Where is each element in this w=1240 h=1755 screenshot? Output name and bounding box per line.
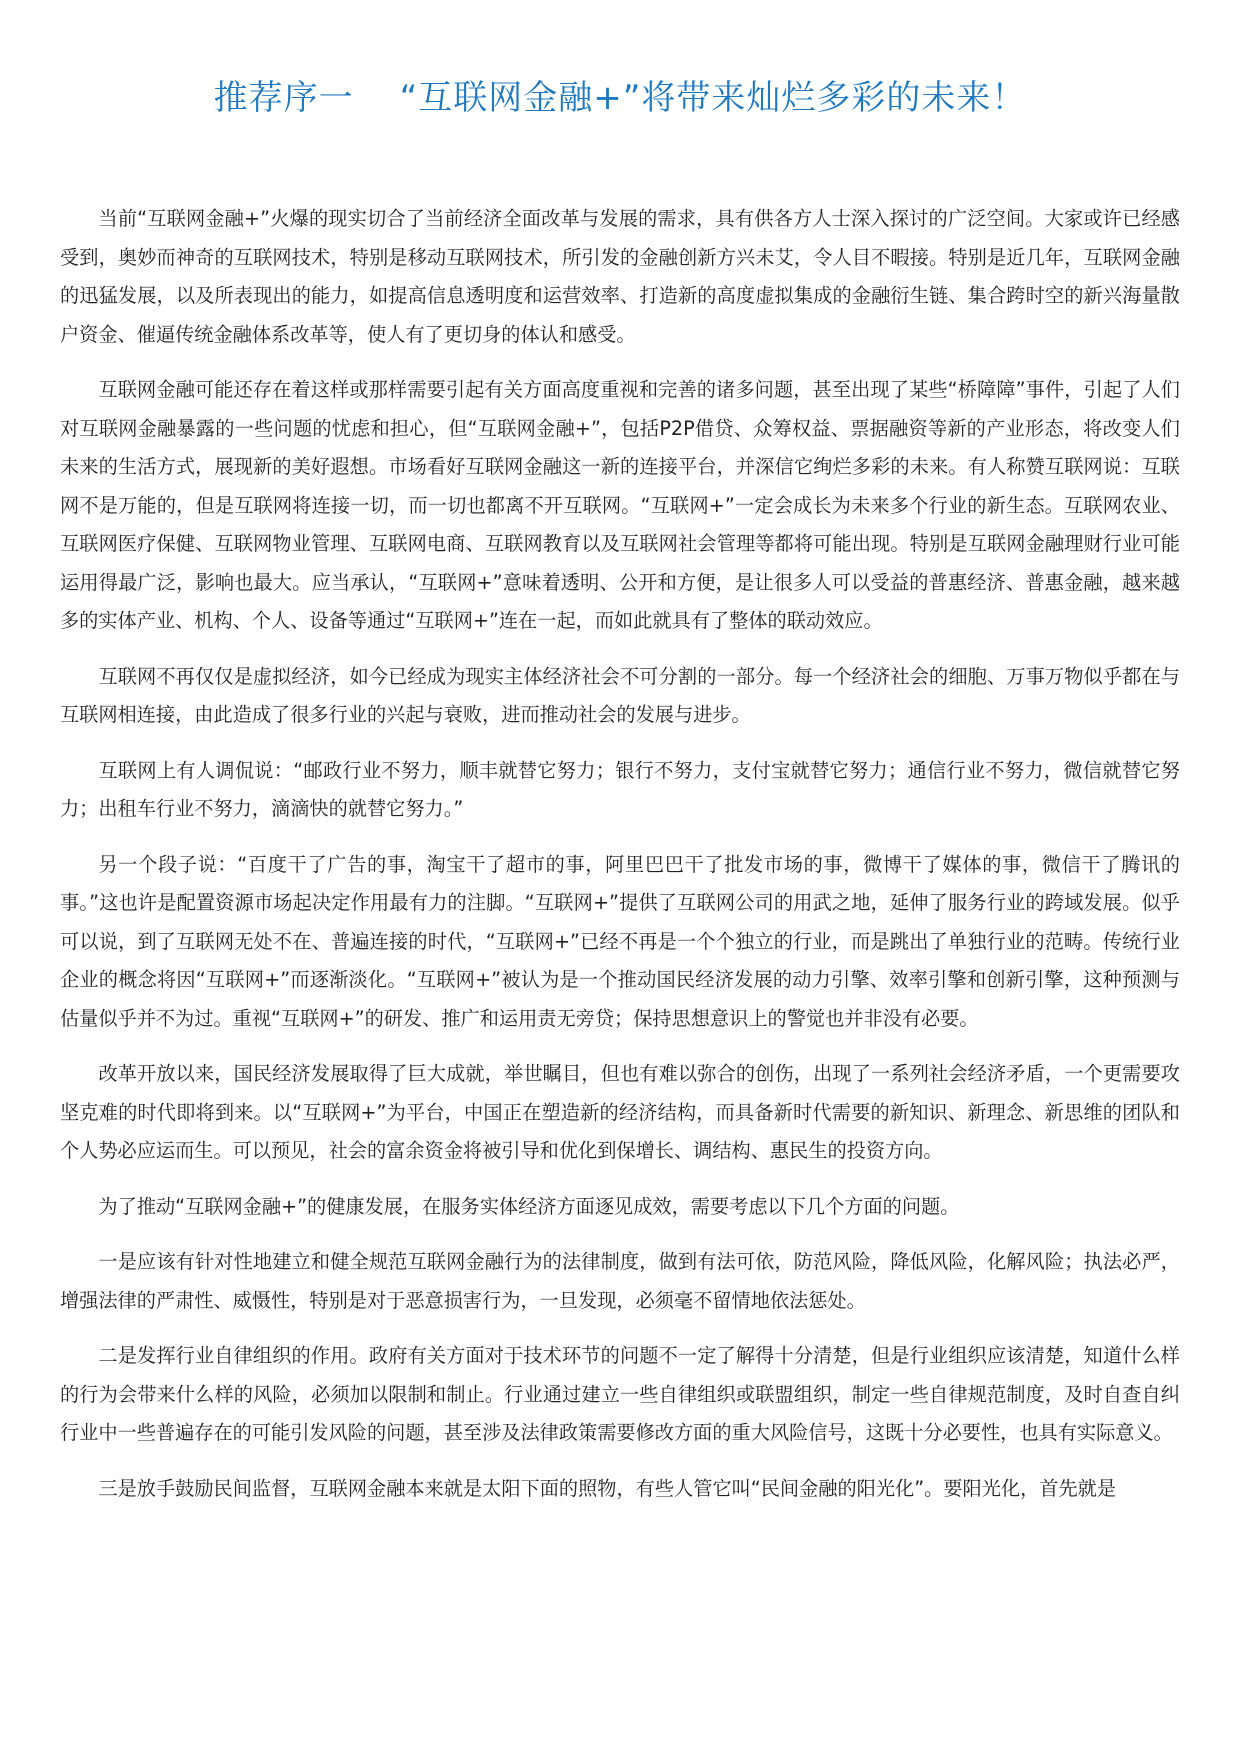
paragraph: 互联网金融可能还存在着这样或那样需要引起有关方面高度重视和完善的诸多问题，甚至出现了某些“桥障障”事件，引起了人们对互联网金融暴露的一些问题的忧虑和担心，但“互联网金融+”，包括P2P借贷、众筹权益、票据融资等新的产业形态，将改变人们未来的生活方式，展现新的美好遐想。市场看好互联网金融这一新的连接平台，并深信它绚烂多彩的未来。有人称赞互联网说：互联网不是万能的，但是互联网将连接一切，而一切也都离不开互联网。“互联网+”一定会成长为未来多个行业的新生态。互联网农业、互联网医疗保健、互联网物业管理、互联网电商、互联网教育以及互联网社会管理等都将可能出现。特别是互联网金融理财行业可能运用得最广泛，影响也最大。应当承认，“互联网+”意味着透明、公开和方便，是让很多人可以受益的普惠经济、普惠金融，越来越多的实体产业、机构、个人、设备等通过“互联网+”连在一起，而如此就具有了整体的联动效应。 bbox=[60, 378, 1180, 632]
paragraph: 为了推动“互联网金融+”的健康发展，在服务实体经济方面逐见成效，需要考虑以下几个方面的问题。 bbox=[98, 1194, 960, 1218]
paragraph: 改革开放以来，国民经济发展取得了巨大成就，举世瞩目，但也有难以弥合的创伤，出现了一系列社会经济矛盾，一个更需要攻坚克难的时代即将到来。以“互联网+”为平台，中国正在塑造新的经济结构，而具备新时代需要的新知识、新理念、新思维的团队和个人势必应运而生。可以预见，社会的富余资金将被引导和优化到保增长、调结构、惠民生的投资方向。 bbox=[60, 1062, 1180, 1162]
paragraph: 三是放手鼓励民间监督，互联网金融本来就是太阳下面的照物，有些人管它叫“民间金融的阳光化”。要阳光化，首先就是 bbox=[98, 1476, 1117, 1500]
body-text bbox=[60, 200, 1180, 1525]
title-prefix: 推荐序一 bbox=[213, 78, 354, 118]
title-main: “互联网金融+”将带来灿烂多彩的未来！ bbox=[399, 78, 1027, 118]
paragraph: 互联网不再仅仅是虚拟经济，如今已经成为现实主体经济社会不可分割的一部分。每一个经济社会的细胞、万事万物似乎都在与互联网相连接，由此造成了很多行业的兴起与衰败，进而推动社会的发展与进步。 bbox=[60, 664, 1180, 726]
paragraph: 一是应该有针对性地建立和健全规范互联网金融行为的法律制度，做到有法可依，防范风险，降低风险，化解风险；执法必严，增强法律的严肃性、威慑性，特别是对于恶意损害行为，一旦发现，必须毫不留情地依法惩处。 bbox=[60, 1250, 1180, 1312]
paragraph: 当前“互联网金融+”火爆的现实切合了当前经济全面改革与发展的需求，具有供各方人士深入探讨的广泛空间。大家或许已经感受到，奥妙而神奇的互联网技术，特别是移动互联网技术，所引发的金融创新方兴未艾，令人目不暇接。特别是近几年，互联网金融的迅猛发展，以及所表现出的能力，如提高信息透明度和运营效率、打造新的高度虚拟集成的金融衍生链、集合跨时空的新兴海量散户资金、催逼传统金融体系改革等，使人有了更切身的体认和感受。 bbox=[60, 207, 1180, 346]
paragraph: 互联网上有人调侃说：“邮政行业不努力，顺丰就替它努力；银行不努力，支付宝就替它努力；通信行业不努力，微信就替它努力；出租车行业不努力，滴滴快的就替它努力。” bbox=[60, 758, 1180, 820]
paragraph: 二是发挥行业自律组织的作用。政府有关方面对于技术环节的问题不一定了解得十分清楚，但是行业组织应该清楚，知道什么样的行为会带来什么样的风险，必须加以限制和制止。行业通过建立一些自律组织或联盟组织，制定一些自律规范制度，及时自查自纠行业中一些普遍存在的可能引发风险的问题，甚至涉及法律政策需要修改方面的重大风险信号，这既十分必要性，也具有实际意义。 bbox=[60, 1344, 1180, 1444]
page-title bbox=[0, 70, 1240, 119]
paragraph: 另一个段子说：“百度干了广告的事，淘宝干了超市的事，阿里巴巴干了批发市场的事，微博干了媒体的事，微信干了腾讯的事。”这也许是配置资源市场起决定作用最有力的注脚。“互联网+”提供了互联网公司的用武之地，延伸了服务行业的跨域发展。似乎可以说，到了互联网无处不在、普遍连接的时代，“互联网+”已经不再是一个个独立的行业，而是跳出了单独行业的范畴。传统行业企业的概念将因“互联网+”而逐渐淡化。“互联网+”被认为是一个推动国民经济发展的动力引擎、效率引擎和创新引擎，这种预测与估量似乎并不为过。重视“互联网+”的研发、推广和运用责无旁贷；保持思想意识上的警觉也并非没有必要。 bbox=[60, 852, 1180, 1030]
